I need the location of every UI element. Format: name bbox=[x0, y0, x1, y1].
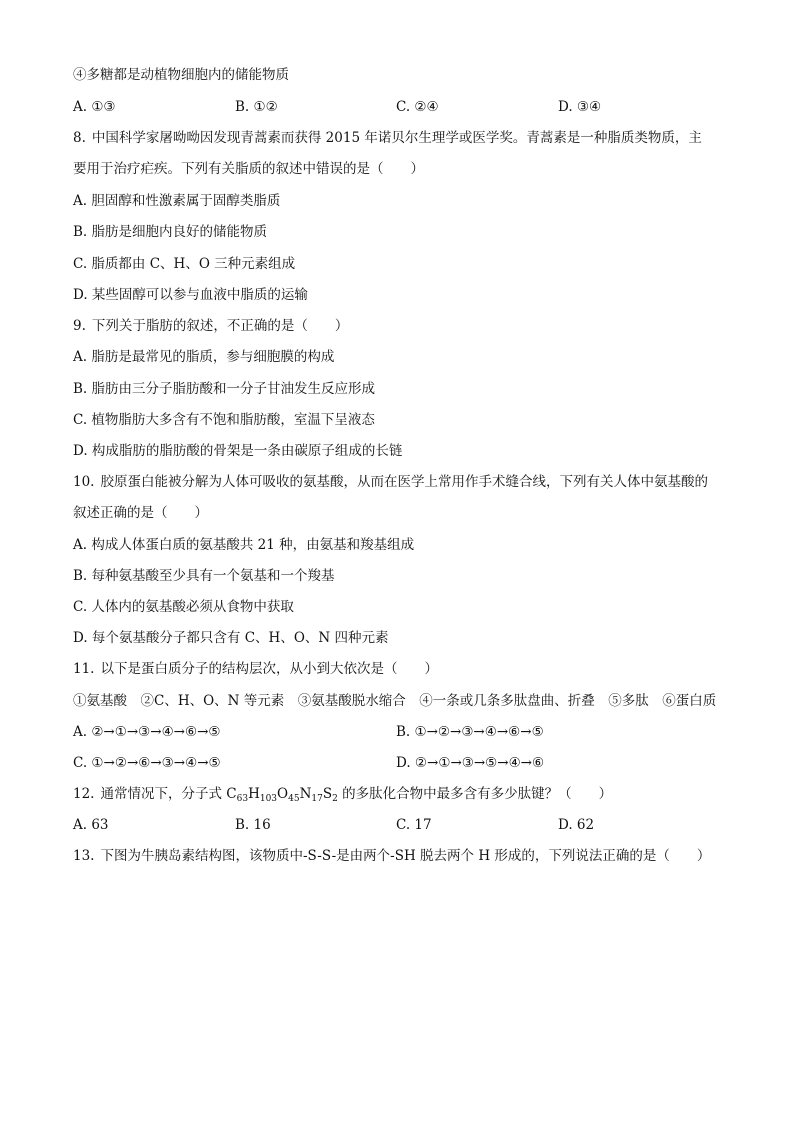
q12-s: S bbox=[322, 786, 333, 802]
q8-stem-text: 中国科学家屠呦呦因发现青蒿素而获得 2015 年诺贝尔生理学或医学奖。青蒿素是一种脂质类物质，主 bbox=[91, 130, 702, 146]
q12-option-d: D. 62 bbox=[558, 817, 595, 833]
q12-sub-s: 2 bbox=[332, 794, 338, 804]
q12-sub-n: 17 bbox=[311, 794, 323, 804]
q10-stem-line2: 叙述正确的是（ ） bbox=[73, 505, 208, 521]
q7-option-d: D. ③④ bbox=[558, 99, 602, 115]
q9-stem-text: 下列关于脂肪的叙述，不正确的是（ ） bbox=[91, 318, 349, 334]
q8-number: 8. bbox=[73, 130, 86, 146]
q8-stem-line2: 要用于治疗疟疾。下列有关脂质的叙述中错误的是（ ） bbox=[73, 161, 424, 177]
q10-option-c: C. 人体内的氨基酸必须从食物中获取 bbox=[73, 599, 294, 615]
q12-number: 12. bbox=[73, 786, 95, 802]
q9-option-c: C. 植物脂肪大多含有不饱和脂肪酸，室温下呈液态 bbox=[73, 412, 375, 428]
q8-option-b: B. 脂肪是细胞内良好的储能物质 bbox=[73, 224, 268, 240]
q12-o: O bbox=[277, 786, 289, 802]
q10-stem-text: 胶原蛋白能被分解为人体可吸收的氨基酸，从而在医学上常用作手术缝合线，下列有关人体中氨基酸的 bbox=[100, 474, 708, 490]
q7-option-c: C. ②④ bbox=[396, 99, 439, 115]
q13-stem bbox=[73, 847, 710, 865]
q11-option-b: B. ①→②→③→④→⑥→⑤ bbox=[396, 724, 544, 740]
q10-option-a: A. 构成人体蛋白质的氨基酸共 21 种，由氨基和羧基组成 bbox=[73, 537, 415, 553]
q8-option-c: C. 脂质都由 C、H、O 三种元素组成 bbox=[73, 256, 296, 272]
q12-n: N bbox=[299, 786, 312, 802]
q12-sub-o: 45 bbox=[288, 794, 300, 804]
q8-stem-line1 bbox=[73, 129, 702, 147]
q9-number: 9. bbox=[73, 318, 86, 334]
q13-number: 13. bbox=[73, 848, 95, 864]
q12-stem-pre: 通常情况下，分子式 C bbox=[100, 786, 237, 802]
q12-sub-h: 103 bbox=[259, 794, 278, 804]
q11-option-a: A. ②→①→③→④→⑥→⑤ bbox=[73, 724, 221, 740]
q11-number: 11. bbox=[73, 661, 95, 677]
q9-stem bbox=[73, 317, 348, 335]
q13-stem-text: 下图为牛胰岛素结构图，该物质中-S-S-是由两个-SH 脱去两个 H 形成的，下列说法正确的是（ ） bbox=[100, 848, 711, 864]
q9-option-a: A. 脂肪是最常见的脂质，参与细胞膜的构成 bbox=[73, 349, 335, 365]
q12-h: H bbox=[248, 786, 260, 802]
q10-option-b: B. 每种氨基酸至少具有一个氨基和一个羧基 bbox=[73, 568, 335, 584]
q12-option-a: A. 63 bbox=[73, 817, 109, 833]
q11-stem-text: 以下是蛋白质分子的结构层次，从小到大依次是（ ） bbox=[100, 661, 438, 677]
q12-stem-post: 的多肽化合物中最多含有多少肽键？（ ） bbox=[337, 786, 613, 802]
q11-items: ①氨基酸 ②C、H、O、N 等元素 ③氨基酸脱水缩合 ④一条或几条多肽盘曲、折叠 ⑤多肽 ⑥蛋白质 bbox=[73, 693, 717, 709]
q12-sub-c: 63 bbox=[236, 794, 249, 804]
q11-option-d: D. ②→①→③→⑤→④→⑥ bbox=[396, 755, 545, 771]
q11-stem bbox=[73, 660, 438, 678]
q8-option-d: D. 某些固醇可以参与血液中脂质的运输 bbox=[73, 287, 308, 303]
q12-stem bbox=[73, 785, 612, 803]
q11-option-c: C. ①→②→⑥→③→④→⑤ bbox=[73, 755, 221, 771]
q10-stem-line1 bbox=[73, 473, 708, 491]
q12-option-b: B. 16 bbox=[235, 817, 271, 833]
q10-number: 10. bbox=[73, 474, 95, 490]
q8-option-a: A. 胆固醇和性激素属于固醇类脂质 bbox=[73, 193, 281, 209]
q9-option-d: D. 构成脂肪的脂肪酸的骨架是一条由碳原子组成的长链 bbox=[73, 443, 403, 459]
q7-option-a: A. ①③ bbox=[73, 99, 116, 115]
q7-option-b: B. ①② bbox=[235, 99, 278, 115]
q12-option-c: C. 17 bbox=[396, 817, 432, 833]
q10-option-d: D. 每个氨基酸分子都只含有 C、H、O、N 四种元素 bbox=[73, 630, 389, 646]
q9-option-b: B. 脂肪由三分子脂肪酸和一分子甘油发生反应形成 bbox=[73, 381, 376, 397]
q7-statement-4: ④多糖都是动植物细胞内的储能物质 bbox=[73, 67, 289, 83]
